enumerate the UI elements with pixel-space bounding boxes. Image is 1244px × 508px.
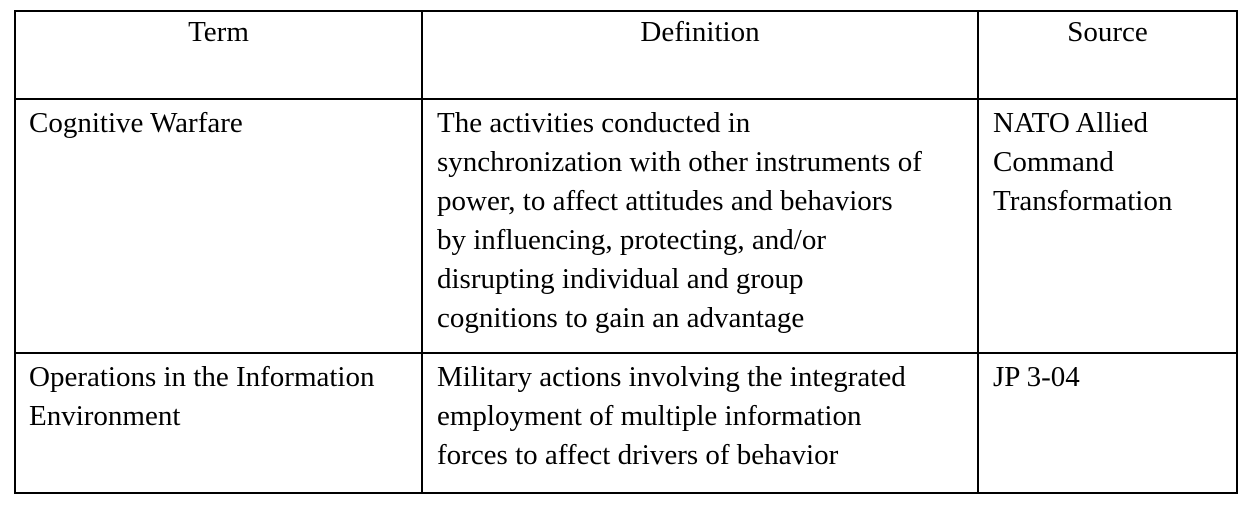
definition-line: power, to affect attitudes and behaviors bbox=[437, 185, 893, 217]
definition-cell bbox=[422, 99, 978, 353]
definition-line: synchronization with other instruments of bbox=[437, 146, 922, 178]
definition-line: by influencing, protecting, and/or bbox=[437, 224, 826, 256]
source-cell bbox=[978, 99, 1237, 353]
table-header-row bbox=[15, 11, 1237, 99]
definition-cell bbox=[422, 353, 978, 493]
term-text: Environment bbox=[29, 400, 181, 432]
term-cell bbox=[15, 353, 422, 493]
source-line: JP 3-04 bbox=[993, 361, 1080, 393]
source-cell bbox=[978, 353, 1237, 493]
header-definition: Definition bbox=[422, 11, 978, 99]
table-row bbox=[15, 353, 1237, 493]
definitions-table bbox=[14, 10, 1238, 494]
table-row bbox=[15, 99, 1237, 353]
source-line: Command bbox=[993, 146, 1114, 178]
source-line: Transformation bbox=[993, 185, 1173, 217]
header-source: Source bbox=[978, 11, 1237, 99]
term-text: Operations in the Information bbox=[29, 361, 375, 393]
term-cell bbox=[15, 99, 422, 353]
definition-line: employment of multiple information bbox=[437, 400, 862, 432]
definition-line: forces to affect drivers of behavior bbox=[437, 439, 839, 471]
definition-line: cognitions to gain an advantage bbox=[437, 302, 805, 334]
definition-line: Military actions involving the integrated bbox=[437, 361, 906, 393]
definition-line: disrupting individual and group bbox=[437, 263, 804, 295]
source-line: NATO Allied bbox=[993, 107, 1148, 139]
term-text: Cognitive Warfare bbox=[29, 107, 243, 139]
header-term: Term bbox=[15, 11, 422, 99]
definition-line: The activities conducted in bbox=[437, 107, 751, 139]
